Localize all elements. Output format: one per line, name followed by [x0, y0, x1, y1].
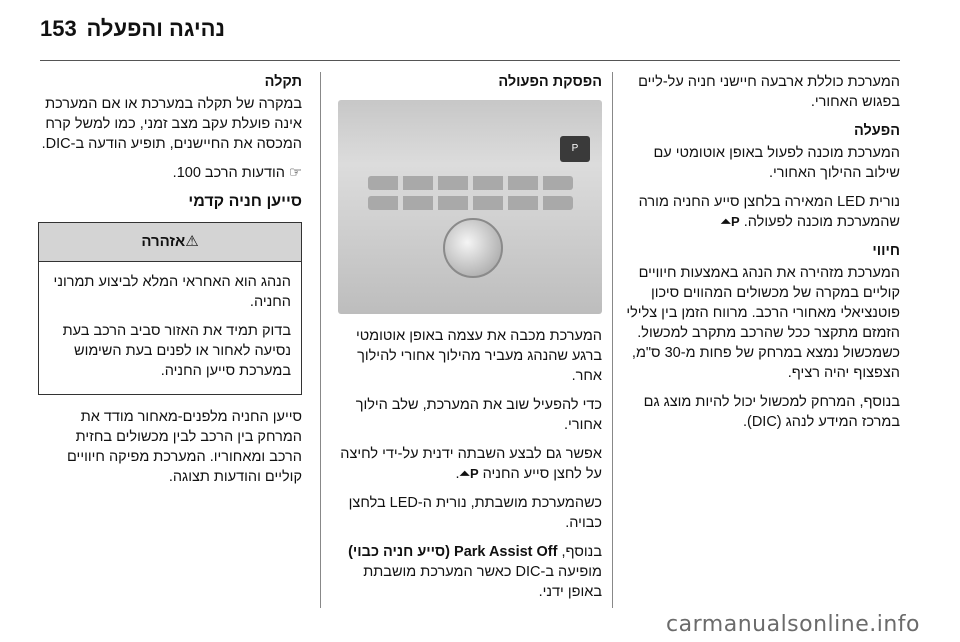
fault-heading: תקלה	[264, 74, 302, 90]
pa-off-body: מופיעה ב-DIC כאשר המערכת מושבתת באופן ידני.	[363, 564, 602, 600]
manual-off-text	[332, 444, 602, 484]
led-text-body: נורית LED המאירה בלחצן סייע החניה מורה שהמערכת מוכנה לפעולה.	[638, 194, 900, 230]
activation-text: המערכת מוכנה לפעול באופן אוטומטי עם שילוב ההילוך האחורי.	[653, 145, 900, 181]
front-assist-text: סייען החניה מלפנים-מאחור מודד את המרחק בין הרכב לבין מכשולים בחזית הרכב ומאחוריו. המערכת מפיקה חיוויים קוליים והודעות תצוגה.	[67, 409, 302, 485]
header-rule	[40, 60, 900, 61]
page-reference-icon: ☞	[289, 165, 302, 181]
console-button-row	[368, 196, 573, 210]
column-divider-right	[612, 72, 613, 608]
warning-box	[38, 222, 302, 395]
warning-box-header	[39, 223, 301, 262]
left-column	[40, 72, 302, 496]
auto-off-text: המערכת מכבה את עצמה באופן אוטומטי ברגע שהנהג מעביר מהילוך אחורי להילוך אחר.	[355, 328, 602, 384]
disabled-led-text: כשהמערכת מושבתת, נורית ה-LED בלחצן כבויה.	[348, 495, 602, 531]
deactivation-heading: הפסקת הפעולה	[498, 74, 602, 90]
park-assist-button: P	[560, 136, 590, 162]
intro-text: המערכת כוללת ארבעה חיישני חניה על-ליים בפגוש האחורי.	[638, 74, 900, 110]
dic-text: בנוסף, המרחק למכשול יכול להיות מוצג גם במרכז המידע לנהג (DIC).	[643, 394, 900, 430]
column-divider-left	[320, 72, 321, 608]
car-sensor-icon: P⏶	[459, 466, 479, 481]
fault-text: במקרה של תקלה במערכת או אם המערכת אינה פועלת עקב מצב זמני, כמו למשל קרח המכסה את החיישנים, תופיע הודעה ב-DIC.	[41, 96, 302, 152]
pa-off-prefix: בנוסף,	[561, 544, 602, 560]
pa-off-text	[332, 542, 602, 602]
car-sensor-icon: P⏶	[720, 214, 740, 229]
watermark: carmanualsonline.info	[666, 612, 920, 637]
console-button-row	[368, 176, 573, 190]
manual-off-end: .	[455, 466, 460, 482]
warning-text: המערכת מזהירה את הנהג באמצעות חיוויים קוליים במקרה של מכשולים המהווים סיכון פוטנציאלי מאחורי הרכב. מרווח הזמן בין צלילי הזמזם מתקצר ככל שהרכב מתקרב למכשול. כשמכשול נמצא במרחק של פחות מ-30 ס"מ, הצפצוף יהיה רציף.	[626, 265, 900, 381]
warning-box-title: אזהרה	[141, 233, 186, 250]
manual-off-body: אפשר גם לבצע השבתה ידנית על-ידי לחיצה על לחצן סייע החניה	[340, 446, 602, 482]
pa-off-bold: Park Assist Off (סייע חניה כבוי)	[348, 544, 558, 560]
console-photo	[338, 100, 602, 314]
led-text	[622, 192, 900, 232]
warning-para-1: הנהג הוא האחראי המלא לביצוע תמרוני החניה.	[53, 274, 291, 310]
control-knob	[443, 218, 503, 278]
activation-heading: הפעלה	[853, 123, 900, 139]
page-title: נהיגה והפעלה	[86, 16, 225, 41]
warning-box-body	[39, 262, 301, 394]
right-column	[622, 72, 900, 441]
vehicle-messages-text: הודעות הרכב 100.	[172, 165, 285, 181]
restart-text: כדי להפעיל שוב את המערכת, שלב הילוך אחורי.	[355, 397, 602, 433]
warning-heading: חיווי	[872, 243, 900, 259]
middle-column	[332, 72, 602, 611]
front-assist-heading: סייען חניה קדמי	[188, 193, 302, 210]
warning-triangle-icon: ⚠	[185, 233, 199, 250]
vehicle-messages-ref	[40, 163, 302, 183]
warning-para-2: בדוק תמיד את האזור סביב הרכב בעת נסיעה לאחור או לפנים בעת השימוש במערכת סייען החניה.	[62, 323, 291, 379]
page-number: 153	[40, 16, 77, 41]
